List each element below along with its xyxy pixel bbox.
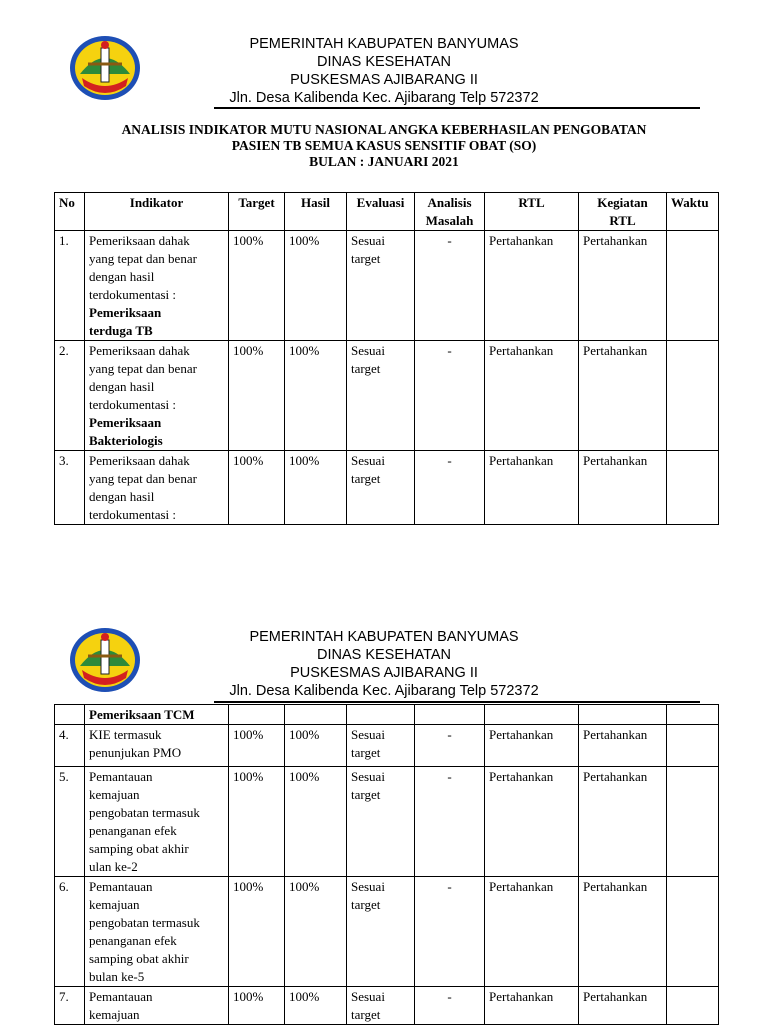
header-rtl: RTL bbox=[485, 193, 579, 231]
row-hasil: 100% bbox=[285, 725, 347, 767]
row-analisis: - bbox=[415, 341, 485, 451]
row-analisis: - bbox=[415, 231, 485, 341]
evaluasi-line: target bbox=[351, 787, 381, 802]
indikator-line: ulan ke-2 bbox=[89, 859, 138, 874]
indicator-table bbox=[54, 192, 719, 525]
indicator-table-continued bbox=[54, 704, 719, 1025]
indikator-line: kemajuan bbox=[89, 897, 140, 912]
indikator-line: dengan hasil bbox=[89, 489, 155, 504]
row-number: 4. bbox=[55, 725, 85, 767]
row-target: 100% bbox=[229, 725, 285, 767]
letterhead-institution: PUSKESMAS AJIBARANG II bbox=[290, 72, 478, 88]
header-indikator: Indikator bbox=[85, 193, 229, 231]
header-kegiatan-line-2: RTL bbox=[609, 213, 636, 228]
header-hasil: Hasil bbox=[285, 193, 347, 231]
row-waktu bbox=[667, 767, 719, 877]
indikator-line: Pemeriksaan dahak bbox=[89, 233, 190, 248]
row-hasil: 100% bbox=[285, 767, 347, 877]
row-hasil: 100% bbox=[285, 231, 347, 341]
row-rtl: Pertahankan bbox=[485, 231, 579, 341]
row-waktu bbox=[667, 987, 719, 1025]
row-hasil: 100% bbox=[285, 341, 347, 451]
row-hasil: 100% bbox=[285, 877, 347, 987]
indikator-line: terdokumentasi : bbox=[89, 287, 177, 302]
row-rtl: Pertahankan bbox=[485, 987, 579, 1025]
row-target: 100% bbox=[229, 231, 285, 341]
header-evaluasi: Evaluasi bbox=[347, 193, 415, 231]
indikator-line: kemajuan bbox=[89, 1007, 140, 1022]
indikator-line: dengan hasil bbox=[89, 379, 155, 394]
row-kegiatan: Pertahankan bbox=[579, 767, 667, 877]
indikator-line: yang tepat dan benar bbox=[89, 251, 197, 266]
letterhead bbox=[0, 0, 768, 110]
row-waktu bbox=[667, 451, 719, 525]
header-analisis-line-1: Analisis bbox=[427, 195, 472, 210]
indikator-line: Pemantauan bbox=[89, 879, 153, 894]
indikator-line: yang tepat dan benar bbox=[89, 471, 197, 486]
table-row bbox=[55, 231, 719, 341]
header-kegiatan-line-1: Kegiatan bbox=[597, 195, 648, 210]
evaluasi-line: Sesuai bbox=[351, 769, 385, 784]
letterhead-text bbox=[0, 628, 768, 700]
empty-cell bbox=[667, 705, 719, 725]
header-kegiatan-rtl bbox=[579, 193, 667, 231]
indikator-line: KIE termasuk bbox=[89, 727, 162, 742]
row-target: 100% bbox=[229, 451, 285, 525]
table-header-row bbox=[55, 193, 719, 231]
row-indikator bbox=[85, 877, 229, 987]
indikator-line: bulan ke-5 bbox=[89, 969, 145, 984]
row-rtl: Pertahankan bbox=[485, 877, 579, 987]
indikator-line: terdokumentasi : bbox=[89, 507, 177, 522]
row-kegiatan: Pertahankan bbox=[579, 877, 667, 987]
row-number: 6. bbox=[55, 877, 85, 987]
indikator-bold-line: Pemeriksaan bbox=[89, 415, 162, 430]
indikator-line: penanganan efek bbox=[89, 933, 177, 948]
row-analisis: - bbox=[415, 451, 485, 525]
row-analisis: - bbox=[415, 767, 485, 877]
table-row bbox=[55, 877, 719, 987]
letterhead-institution: PUSKESMAS AJIBARANG II bbox=[290, 665, 478, 681]
table-row bbox=[55, 987, 719, 1025]
row-analisis: - bbox=[415, 877, 485, 987]
indikator-bold-line: Bakteriologis bbox=[89, 433, 163, 448]
table-row-carry-over bbox=[55, 705, 719, 725]
row-indikator bbox=[85, 451, 229, 525]
row-evaluasi bbox=[347, 451, 415, 525]
row-number: 3. bbox=[55, 451, 85, 525]
row-waktu bbox=[667, 877, 719, 987]
letterhead-government: PEMERINTAH KABUPATEN BANYUMAS bbox=[249, 629, 519, 645]
row-evaluasi bbox=[347, 231, 415, 341]
evaluasi-line: Sesuai bbox=[351, 453, 385, 468]
indikator-line: pengobatan termasuk bbox=[89, 915, 200, 930]
indikator-line: kemajuan bbox=[89, 787, 140, 802]
evaluasi-line: Sesuai bbox=[351, 343, 385, 358]
row-indikator bbox=[85, 767, 229, 877]
row-indikator bbox=[85, 725, 229, 767]
empty-cell bbox=[415, 705, 485, 725]
empty-cell bbox=[285, 705, 347, 725]
row-kegiatan: Pertahankan bbox=[579, 725, 667, 767]
report-title-line-1: ANALISIS INDIKATOR MUTU NASIONAL ANGKA KEBERHASILAN PENGOBATAN bbox=[121, 122, 647, 137]
row-evaluasi bbox=[347, 987, 415, 1025]
row-number: 1. bbox=[55, 231, 85, 341]
row-analisis: - bbox=[415, 725, 485, 767]
evaluasi-line: target bbox=[351, 361, 381, 376]
row-rtl: Pertahankan bbox=[485, 767, 579, 877]
row-waktu bbox=[667, 341, 719, 451]
empty-cell bbox=[229, 705, 285, 725]
header-waktu: Waktu bbox=[667, 193, 719, 231]
row-rtl: Pertahankan bbox=[485, 725, 579, 767]
row-evaluasi bbox=[347, 877, 415, 987]
empty-cell bbox=[579, 705, 667, 725]
row-indikator-carry-over: Pemeriksaan TCM bbox=[85, 705, 229, 725]
indikator-line: yang tepat dan benar bbox=[89, 361, 197, 376]
report-title-line-2: PASIEN TB SEMUA KASUS SENSITIF OBAT (SO) bbox=[231, 138, 537, 153]
indikator-line: terdokumentasi : bbox=[89, 397, 177, 412]
indikator-line: penanganan efek bbox=[89, 823, 177, 838]
table-row bbox=[55, 725, 719, 767]
letterhead-divider bbox=[214, 701, 700, 703]
row-target: 100% bbox=[229, 767, 285, 877]
row-indikator bbox=[85, 231, 229, 341]
row-kegiatan: Pertahankan bbox=[579, 231, 667, 341]
document-page-2 bbox=[0, 600, 768, 1022]
evaluasi-line: target bbox=[351, 897, 381, 912]
header-no: No bbox=[55, 193, 85, 231]
row-kegiatan: Pertahankan bbox=[579, 341, 667, 451]
indikator-line: Pemantauan bbox=[89, 769, 153, 784]
letterhead-agency: DINAS KESEHATAN bbox=[316, 54, 452, 70]
row-evaluasi bbox=[347, 341, 415, 451]
indikator-line: Pemantauan bbox=[89, 989, 153, 1004]
row-evaluasi bbox=[347, 767, 415, 877]
row-rtl: Pertahankan bbox=[485, 451, 579, 525]
evaluasi-line: Sesuai bbox=[351, 989, 385, 1004]
table-row bbox=[55, 341, 719, 451]
row-number: 2. bbox=[55, 341, 85, 451]
row-target: 100% bbox=[229, 341, 285, 451]
report-period: BULAN : JANUARI 2021 bbox=[309, 154, 459, 169]
row-number: 5. bbox=[55, 767, 85, 877]
table-row bbox=[55, 767, 719, 877]
row-rtl: Pertahankan bbox=[485, 341, 579, 451]
letterhead-divider bbox=[214, 107, 700, 109]
row-hasil: 100% bbox=[285, 987, 347, 1025]
report-title bbox=[0, 122, 768, 170]
row-number: 7. bbox=[55, 987, 85, 1025]
evaluasi-line: Sesuai bbox=[351, 879, 385, 894]
row-target: 100% bbox=[229, 987, 285, 1025]
row-analisis: - bbox=[415, 987, 485, 1025]
evaluasi-line: Sesuai bbox=[351, 233, 385, 248]
letterhead-government: PEMERINTAH KABUPATEN BANYUMAS bbox=[249, 36, 519, 52]
evaluasi-line: target bbox=[351, 1007, 381, 1022]
indikator-bold-line: Pemeriksaan bbox=[89, 305, 162, 320]
row-indikator bbox=[85, 341, 229, 451]
evaluasi-line: target bbox=[351, 251, 381, 266]
indikator-line: Pemeriksaan dahak bbox=[89, 343, 190, 358]
row-waktu bbox=[667, 231, 719, 341]
header-analisis-masalah bbox=[415, 193, 485, 231]
indikator-line: pengobatan termasuk bbox=[89, 805, 200, 820]
row-kegiatan: Pertahankan bbox=[579, 451, 667, 525]
row-target: 100% bbox=[229, 877, 285, 987]
indikator-line: dengan hasil bbox=[89, 269, 155, 284]
row-hasil: 100% bbox=[285, 451, 347, 525]
header-target: Target bbox=[229, 193, 285, 231]
letterhead-agency: DINAS KESEHATAN bbox=[316, 647, 452, 663]
row-indikator bbox=[85, 987, 229, 1025]
row-number bbox=[55, 705, 85, 725]
letterhead-address: Jln. Desa Kalibenda Kec. Ajibarang Telp 572372 bbox=[229, 683, 539, 699]
indikator-line: samping obat akhir bbox=[89, 951, 189, 966]
row-kegiatan: Pertahankan bbox=[579, 987, 667, 1025]
empty-cell bbox=[347, 705, 415, 725]
row-evaluasi bbox=[347, 725, 415, 767]
indikator-line: penunjukan PMO bbox=[89, 745, 182, 760]
letterhead-address: Jln. Desa Kalibenda Kec. Ajibarang Telp 572372 bbox=[229, 90, 539, 106]
evaluasi-line: target bbox=[351, 471, 381, 486]
letterhead-text bbox=[0, 35, 768, 107]
indikator-line: Pemeriksaan dahak bbox=[89, 453, 190, 468]
indikator-bold-line: terduga TB bbox=[89, 323, 153, 338]
indikator-line: samping obat akhir bbox=[89, 841, 189, 856]
evaluasi-line: target bbox=[351, 745, 381, 760]
empty-cell bbox=[485, 705, 579, 725]
evaluasi-line: Sesuai bbox=[351, 727, 385, 742]
row-waktu bbox=[667, 725, 719, 767]
letterhead bbox=[0, 600, 768, 710]
table-row bbox=[55, 451, 719, 525]
header-analisis-line-2: Masalah bbox=[425, 213, 474, 228]
